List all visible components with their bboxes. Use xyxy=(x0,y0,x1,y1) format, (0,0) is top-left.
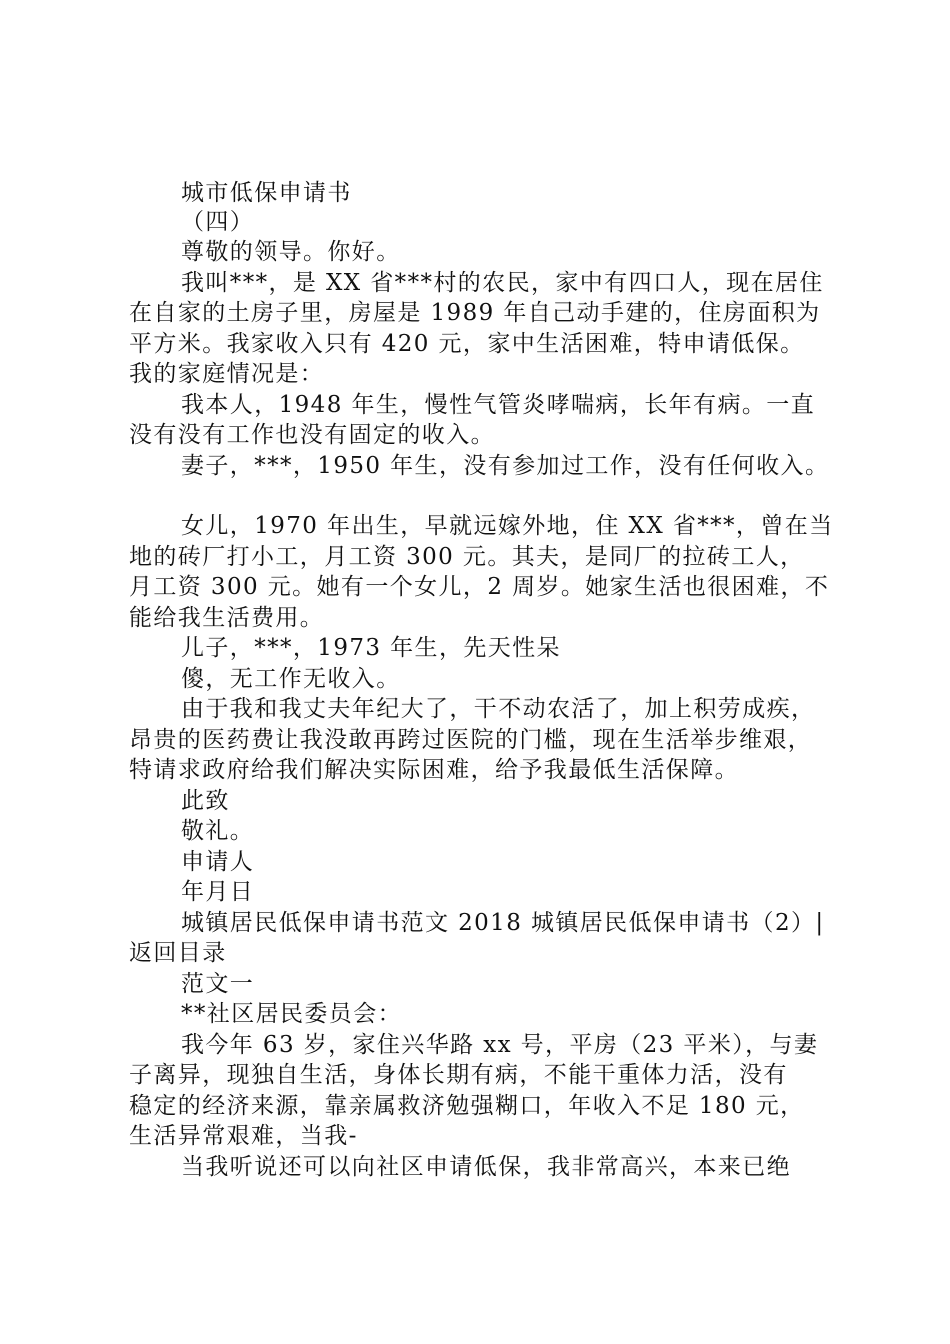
paragraph-line: 傻，无工作无收入。 xyxy=(181,666,401,692)
paragraph-line: 能给我生活费用。 xyxy=(129,605,325,631)
paragraph-line: 地的砖厂打小工，月工资 300 元。其夫，是同厂的拉砖工人， xyxy=(129,544,805,570)
salutation: 尊敬的领导。你好。 xyxy=(181,239,401,265)
document-title: 城市低保申请书 xyxy=(181,180,352,206)
paragraph-line: 子离异，现独自生活，身体长期有病，不能干重体力活，没有 xyxy=(129,1062,788,1088)
paragraph-line: 我的家庭情况是： xyxy=(129,361,325,387)
paragraph-line: 我今年 63 岁，家住兴华路 xx 号，平房（23 平米），与妻 xyxy=(181,1032,819,1058)
paragraph-line: 我叫***，是 XX 省***村的农民，家中有四口人，现在居住 xyxy=(181,270,824,296)
closing-line: 此致 xyxy=(181,788,230,814)
paragraph-line: 稳定的经济来源，靠亲属救济勉强糊口，年收入不足 180 元， xyxy=(129,1093,805,1119)
paragraph-line: 昂贵的医药费让我没敢再跨过医院的门槛，现在生活举步维艰， xyxy=(129,727,813,753)
paragraph-line: 特请求政府给我们解决实际困难，给予我最低生活保障。 xyxy=(129,757,739,783)
paragraph-line: 月工资 300 元。她有一个女儿，2 周岁。她家生活也很困难，不 xyxy=(129,574,830,600)
paragraph-line: 我本人，1948 年生，慢性气管炎哮喘病，长年有病。一直 xyxy=(181,392,816,418)
paragraph-line: 由于我和我丈夫年纪大了，干不动农活了，加上积劳成疾， xyxy=(181,696,816,722)
paragraph-line: 没有没有工作也没有固定的收入。 xyxy=(129,422,495,448)
paragraph-line: 当我听说还可以向社区申请低保，我非常高兴，本来已绝 xyxy=(181,1154,791,1180)
sample-heading: 范文一 xyxy=(181,971,255,997)
return-to-toc-link[interactable]: 返回目录 xyxy=(129,940,227,966)
closing-line: 敬礼。 xyxy=(181,818,255,844)
paragraph-line: 生活异常艰难，当我- xyxy=(129,1123,358,1149)
paragraph-line: 女儿，1970 年出生，早就远嫁外地，住 XX 省***，曾在当 xyxy=(181,513,834,539)
paragraph-line: 妻子，***，1950 年生，没有参加过工作，没有任何收入。 xyxy=(181,453,830,479)
paragraph-line: 儿子，***，1973 年生，先天性呆 xyxy=(181,635,561,661)
document-subtitle: （四） xyxy=(181,209,255,235)
paragraph-line: 在自家的土房子里，房屋是 1989 年自己动手建的，住房面积为 xyxy=(129,300,821,326)
signature-label: 申请人 xyxy=(181,849,255,875)
date-label: 年月日 xyxy=(181,879,255,905)
section-heading: 城镇居民低保申请书范文 2018 城镇居民低保申请书（2）| xyxy=(181,910,825,936)
recipient-line: **社区居民委员会： xyxy=(181,1001,402,1027)
paragraph-line: 平方米。我家收入只有 420 元，家中生活困难，特申请低保。 xyxy=(129,331,805,357)
